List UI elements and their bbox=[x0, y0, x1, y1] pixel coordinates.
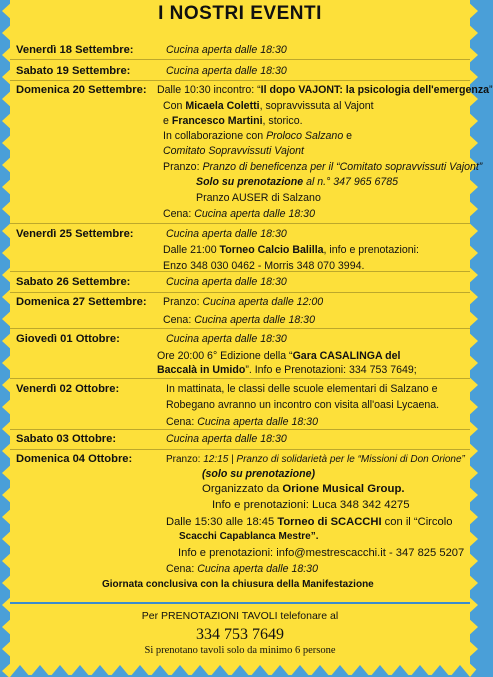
event-detail: Pranzo: Cucina aperta dalle 12:00 bbox=[163, 296, 324, 308]
event-detail: Dalle 21:00 Torneo Calcio Balilla, info e prenotazioni: bbox=[163, 244, 419, 256]
divider bbox=[10, 80, 470, 81]
booking-info: Per PRENOTAZIONI TAVOLI telefonare al bbox=[141, 610, 339, 622]
event-detail: Info e prenotazioni: info@mestrescacchi.it - 347 825 5207 bbox=[178, 547, 465, 559]
divider bbox=[10, 378, 470, 379]
event-day: Venerdì 25 Settembre: bbox=[16, 228, 134, 240]
event-detail: Dalle 15:30 alle 18:45 Torneo di SCACCHI con il “Circolo bbox=[166, 516, 453, 528]
divider bbox=[10, 429, 470, 430]
event-day: Sabato 26 Settembre: bbox=[16, 276, 131, 288]
event-day: Domenica 04 Ottobre: bbox=[16, 453, 133, 465]
event-poster bbox=[10, 0, 493, 675]
event-day: Sabato 03 Ottobre: bbox=[16, 433, 117, 445]
page-title: I NOSTRI EVENTI bbox=[158, 3, 322, 24]
divider bbox=[10, 223, 470, 224]
divider bbox=[10, 59, 470, 60]
event-detail: In mattinata, le classi delle scuole elementari di Salzano e bbox=[166, 383, 438, 395]
event-detail: Cucina aperta dalle 18:30 bbox=[166, 276, 287, 288]
divider bbox=[10, 449, 470, 450]
event-detail: Info e prenotazioni: Luca 348 342 4275 bbox=[212, 499, 410, 511]
booking-footer bbox=[10, 602, 470, 677]
event-detail: Cena: Cucina aperta dalle 18:30 bbox=[163, 208, 315, 220]
divider bbox=[10, 271, 470, 272]
event-detail: Pranzo AUSER di Salzano bbox=[196, 192, 321, 204]
event-detail: Cucina aperta dalle 18:30 bbox=[166, 65, 287, 77]
event-detail: Comitato Sopravvissuti Vajont bbox=[163, 145, 304, 157]
event-day: Giovedì 01 Ottobre: bbox=[16, 333, 120, 345]
booking-phone: 334 753 7649 bbox=[196, 626, 284, 643]
event-detail: Cucina aperta dalle 18:30 bbox=[166, 228, 287, 240]
event-detail: Dalle 10:30 incontro: “Il dopo VAJONT: la psicologia dell'emergenza” bbox=[157, 84, 493, 96]
event-detail: Cena: Cucina aperta dalle 18:30 bbox=[163, 314, 315, 326]
event-detail: Baccalà in Umido”. Info e Prenotazioni: 334 753 7649; bbox=[157, 364, 417, 376]
event-detail: Cucina aperta dalle 18:30 bbox=[166, 433, 287, 445]
bottom-zigzag-border bbox=[10, 663, 470, 677]
event-detail: Solo su prenotazione al n.° 347 965 6785 bbox=[196, 176, 399, 188]
event-day: Sabato 19 Settembre: bbox=[16, 65, 131, 77]
event-detail: Ore 20:00 6° Edizione della “Gara CASALINGA del bbox=[157, 350, 401, 362]
event-detail: e Francesco Martini, storico. bbox=[163, 115, 303, 127]
event-detail: Enzo 348 030 0462 - Morris 348 070 3994. bbox=[163, 260, 365, 272]
event-detail: In collaborazione con Proloco Salzano e bbox=[163, 130, 353, 142]
event-detail: Cucina aperta dalle 18:30 bbox=[166, 44, 287, 56]
event-day: Venerdì 18 Settembre: bbox=[16, 44, 134, 56]
event-detail: Pranzo: 12:15 | Pranzo di solidarietà per le “Missioni di Don Orione” bbox=[166, 454, 465, 465]
event-day: Venerdì 02 Ottobre: bbox=[16, 383, 120, 395]
divider bbox=[10, 292, 470, 293]
event-detail: Cena: Cucina aperta dalle 18:30 bbox=[166, 563, 318, 575]
divider bbox=[10, 328, 470, 329]
event-detail: Cucina aperta dalle 18:30 bbox=[166, 333, 287, 345]
event-detail: (solo su prenotazione) bbox=[202, 468, 316, 480]
event-detail: Con Micaela Coletti, sopravvissuta al Vajont bbox=[163, 100, 374, 112]
event-detail: Scacchi Capablanca Mestre”. bbox=[179, 531, 319, 542]
event-day: Domenica 20 Settembre: bbox=[16, 84, 147, 96]
event-detail: Pranzo: Pranzo di beneficenza per il “Comitato sopravvissuti Vajont” bbox=[163, 161, 483, 173]
event-detail: Cena: Cucina aperta dalle 18:30 bbox=[166, 416, 318, 428]
event-detail: Robegano avranno un incontro con visita all'oasi Lycaena. bbox=[166, 399, 440, 411]
event-detail: Organizzato da Orione Musical Group. bbox=[202, 483, 405, 495]
booking-note: Si prenotano tavoli solo da minimo 6 persone bbox=[144, 645, 336, 656]
event-detail: Giornata conclusiva con la chiusura della Manifestazione bbox=[102, 579, 374, 590]
event-day: Domenica 27 Settembre: bbox=[16, 296, 147, 308]
